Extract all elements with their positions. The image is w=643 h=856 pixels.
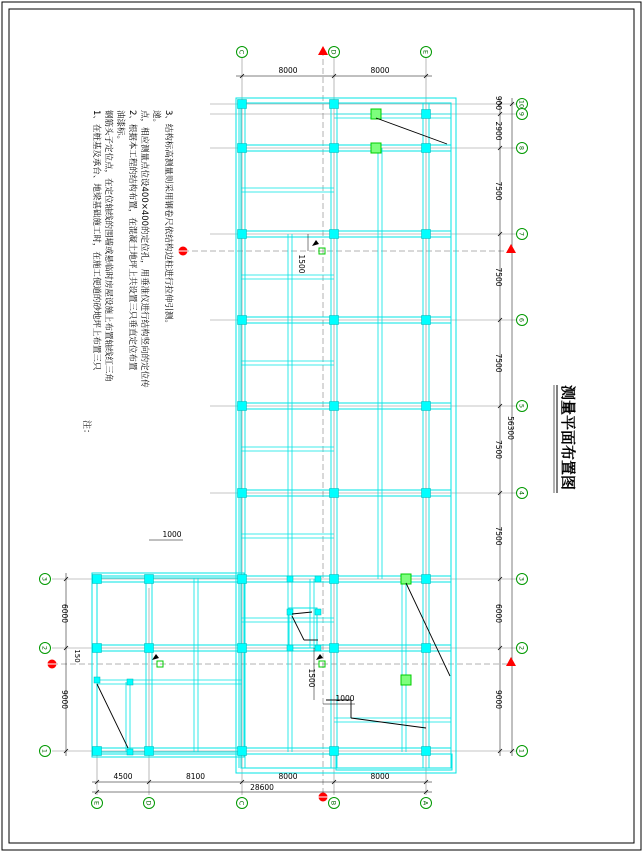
right-axis-bubble [517,746,528,757]
dim-label: 7500 [494,181,503,201]
notes-block [81,110,174,438]
column [422,644,431,653]
axis-bubble-label: B [329,800,338,806]
right-axis-bubble [517,99,528,110]
left-axis-bubble [40,574,51,585]
red-triangle-marker [506,244,516,253]
left-axis-bubble [40,643,51,654]
sight-line [351,718,426,728]
column [93,747,102,756]
notes-heading: 注： [81,420,91,439]
arrow-mark [316,654,323,660]
column [330,144,339,153]
column [238,489,247,498]
note-line: 油漆标。 [115,110,125,145]
column [145,644,154,653]
axis-bubble-label: C [237,49,246,55]
note-line: 2、根据本工程的结构布置，在混凝土地坪上共设置三只垂直定位布置 [127,110,137,371]
axis-bubble-label: E [92,800,101,806]
bottom-axis-bubble [237,798,248,809]
inner-border [9,9,634,843]
dim-label: 8000 [278,772,298,781]
right-axis-bubble [517,643,528,654]
column [238,316,247,325]
column [315,609,321,615]
arrow-mark [312,240,319,246]
note-line: 1、在桩基及承台、地梁基础施工时，在施工便道的砂地坪上布置三只 [91,110,101,371]
column [315,576,321,582]
inner-slab-edge [241,103,451,768]
column [93,644,102,653]
top-axis-bubble [329,47,340,58]
axis-bubble-label: D [144,800,153,806]
red-triangle-marker [318,46,328,55]
dim-label: 6000 [494,603,503,624]
column [238,644,247,653]
dim-label: 8000 [278,66,298,75]
dim-label: 7500 [494,526,503,546]
column [238,402,247,411]
sight-line [406,583,450,676]
column [238,575,247,584]
column [422,316,431,325]
axis-bubble-label: A [421,800,430,806]
column [330,316,339,325]
column [330,230,339,239]
note-line: 3、结构标高测量则采用钢卷尺依结构边柱进行拉伸引测。 [163,110,173,328]
axis-bubble-label: 9 [517,111,526,117]
top-axis-bubble [237,47,248,58]
control-point [371,143,381,153]
column [93,575,102,584]
axis-bubble-label: 10 [517,99,526,109]
right-axis-bubble [517,143,528,154]
column [315,645,321,651]
arrow-mark [152,654,159,660]
right-axis-bubble [517,488,528,499]
column [422,575,431,584]
column [422,402,431,411]
axis-bubble-label: 7 [517,231,526,237]
dim-label: 7500 [494,439,503,460]
bottom-axis-bubble [144,798,155,809]
axis-bubble-label: E [421,49,430,55]
column [287,576,293,582]
column [330,402,339,411]
column [94,677,100,683]
control-point [401,675,411,685]
axis-bubble-label: C [237,800,246,806]
column [422,489,431,498]
title-block [554,385,577,493]
column [422,747,431,756]
dim-label: 2900 [494,121,503,141]
column [422,230,431,239]
left-axis-bubble [40,746,51,757]
dim-total-label: 28600 [250,783,274,792]
column [238,100,247,109]
note-line: 钢筋头子定位点，在定位轴线的围墙或悬临时房屋设施上布置轴线红三角 [103,110,113,383]
sight-line [376,118,447,144]
red-triangle-marker [506,657,516,666]
column [330,100,339,109]
sight-line [97,684,128,748]
sight-line [292,612,312,614]
axis-bubble-label: 8 [517,145,526,151]
dim-label: 8000 [370,772,390,781]
dim-label: 9000 [494,689,503,710]
axis-bubble-label: 5 [517,403,526,409]
bottom-axis-bubble [329,798,340,809]
right-axis-bubble [517,574,528,585]
column [330,489,339,498]
column [127,679,133,685]
right-axis-bubble [517,109,528,120]
axis-bubble-label: D [329,49,338,55]
right-axis-bubble [517,401,528,412]
column [238,144,247,153]
column [238,747,247,756]
control-point [371,109,381,119]
top-axis-bubble [421,47,432,58]
left-wing-inner [97,578,239,752]
note-line: 点，相应测量点位设400×400的定位孔，用垂准仪进行结构竖向的定位传 [139,110,149,388]
sight-line [292,616,304,640]
dim-label: 900 [494,95,503,111]
dim-label: 1500 [307,668,316,688]
column [330,575,339,584]
column [145,747,154,756]
axis-bubble-label: 1 [517,748,526,754]
bottom-axis-bubble [421,798,432,809]
axis-grid-lines [52,50,520,798]
right-axis-bubble [517,315,528,326]
column [330,644,339,653]
dim-label: 4500 [113,772,133,781]
right-axis-bubble [517,229,528,240]
dim-total-label: 56300 [506,416,515,440]
axis-bubble-label: 6 [517,317,526,323]
note-line: 递。 [151,110,161,128]
dim-label: 9000 [60,689,69,710]
column [145,575,154,584]
dim-label: 7500 [494,267,503,287]
dim-label: 8100 [185,772,206,781]
column [422,144,431,153]
control-point [401,574,411,584]
dim-label: 1000 [335,694,355,703]
axis-bubble-label: 3 [40,576,49,582]
dim-label: 1000 [162,530,182,539]
column [422,110,431,119]
left-wing-outer [92,573,244,757]
column [127,749,133,755]
axis-bubble-label: 1 [40,748,49,754]
axis-bubble-label: 2 [517,645,526,651]
column [330,747,339,756]
dim-label: 7500 [494,353,503,373]
column [287,645,293,651]
dim-label: 8000 [370,66,390,75]
dim-label: 6000 [60,603,69,624]
bottom-axis-bubble [92,798,103,809]
dim-label: 1500 [297,254,306,274]
column [238,230,247,239]
dim-label: 150 [73,649,81,663]
axis-bubble-label: 4 [517,490,526,496]
axis-bubble-label: 3 [517,576,526,582]
axis-bubble-label: 2 [40,645,49,651]
drawing-title: 测量平面布置图 [559,385,577,491]
